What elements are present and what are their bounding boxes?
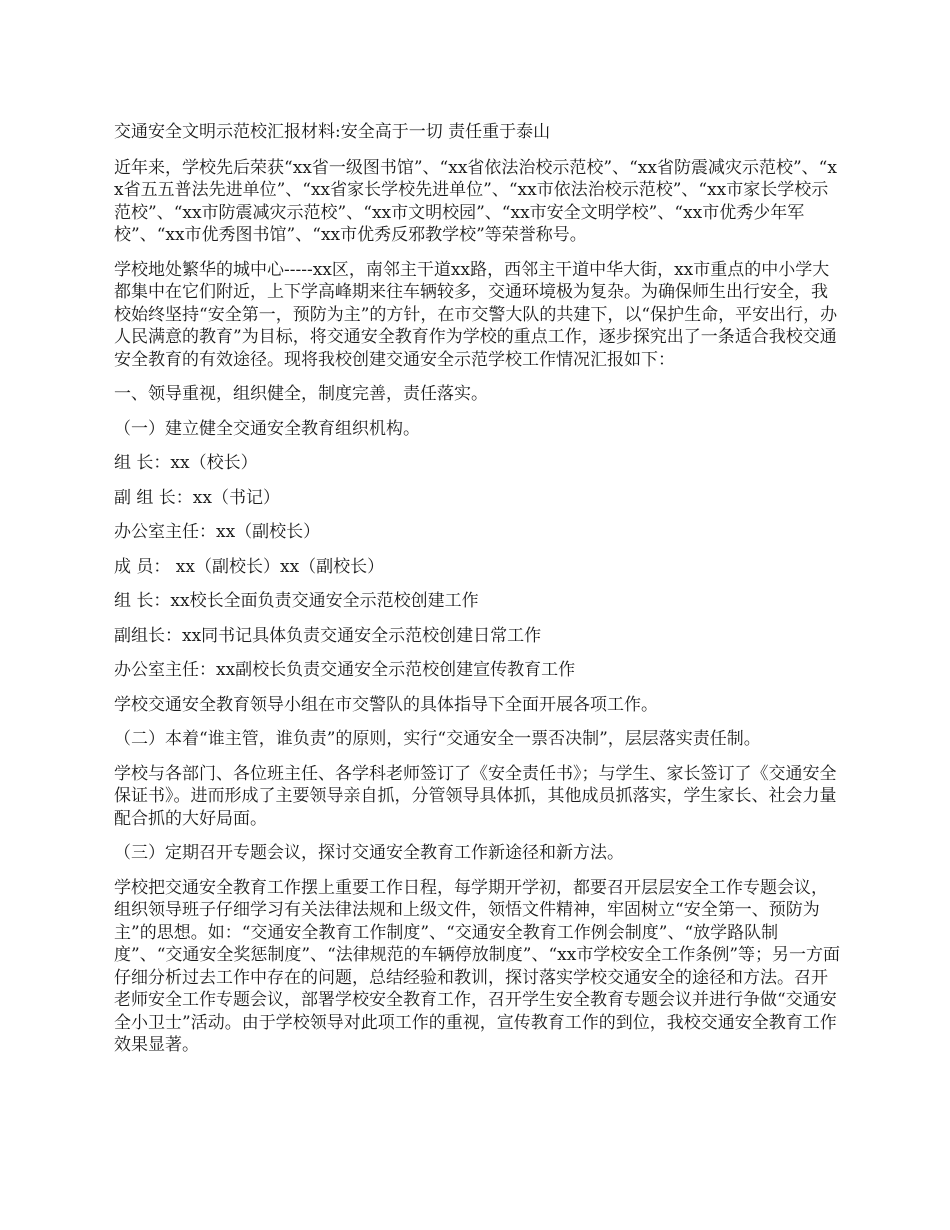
org-member-leader: 组 长：xx（校长） xyxy=(114,453,258,473)
document-body xyxy=(114,121,844,1069)
org-member-office: 办公室主任：xx（副校长） xyxy=(114,522,321,542)
paragraph-guidance: 学校交通安全教育领导小组在市交警队的具体指导下全面开展各项工作。 xyxy=(114,694,658,715)
paragraph-honors: 近年来，学校先后荣获“xx省一级图书馆”、“xx省依法治校示范校”、“xx省防震减灾示范校”、“xx省五五普法先进单位”、“xx省家长学校先进单位”、“xx市依法治校示范校”、“xx市家长学校示范校”、“xx市防震减灾示范校”、“xx市文明校园”、“xx市安全文明学校”、“xx市优秀少年军校”、“xx市优秀图书馆”、“xx市优秀反邪教学校”等荣誉称号。 xyxy=(114,157,837,245)
subsection-heading-3: （三）定期召开专题会议，探讨交通安全教育工作新途径和新方法。 xyxy=(114,843,624,863)
org-member-deputy: 副 组 长：xx（书记） xyxy=(114,487,280,508)
paragraph-responsibility: 学校与各部门、各位班主任、各学科老师签订了《安全责任书》；与学生、家长签订了《交通安全保证书》。进而形成了主要领导亲自抓，分管领导具体抓，其他成员抓落实，学生家长、社会力量配合抓的大好局面。 xyxy=(114,763,837,829)
duty-deputy: 副组长：xx同书记具体负责交通安全示范校创建日常工作 xyxy=(114,625,542,646)
document-title: 交通安全文明示范校汇报材料:安全高于一切 责任重于泰山 xyxy=(114,122,551,142)
duty-office: 办公室主任：xx副校长负责交通安全示范校创建宣传教育工作 xyxy=(114,660,576,680)
section-heading-1: 一、领导重视，组织健全，制度完善，责任落实。 xyxy=(114,384,488,404)
duty-leader: 组 长：xx校长全面负责交通安全示范校创建工作 xyxy=(114,591,479,611)
subsection-heading-2: （二）本着“谁主管，谁负责”的原则，实行“交通安全一票否决制”，层层落实责任制。 xyxy=(114,729,761,749)
subsection-heading-1: （一）建立健全交通安全教育组织机构。 xyxy=(114,418,420,439)
paragraph-location: 学校地处繁华的城中心-----xx区，南邻主干道xx路，西邻主干道中华大街，xx市重点的中小学大都集中在它们附近，上下学高峰期来往车辆较多，交通环境极为复杂。为确保师生出行安全，我校始终坚持“安全第一，预防为主”的方针，在市交警大队的共建下，以“保护生命，平安出行，办人民满意的教育”为目标，将交通安全教育作为学校的重点工作，逐步探究出了一条适合我校交通安全教育的有效途径。现将我校创建交通安全示范学校工作情况汇报如下： xyxy=(114,259,838,370)
org-member-members: 成 员： xx（副校长）xx（副校长） xyxy=(114,556,385,577)
paragraph-meetings: 学校把交通安全教育工作摆上重要工作日程，每学期开学初，都要召开层层安全工作专题会议，组织领导班子仔细学习有关法律法规和上级文件，领悟文件精神，牢固树立“安全第一、预防为主”的思想。如：“交通安全教育工作制度”、“交通安全教育工作例会制度”、“放学路队制度”、“交通安全奖惩制度”、“法律规范的车辆停放制度”、“xx市学校安全工作条例”等；另一方面仔细分析过去工作中存在的问题，总结经验和教训，探讨落实学校交通安全的途径和方法。召开老师安全工作专题会议，部署学校安全教育工作，召开学生安全教育专题会议并进行争做“交通安全小卫士”活动。由于学校领导对此项工作的重视，宣传教育工作的到位，我校交通安全教育工作效果显著。 xyxy=(114,877,841,1055)
